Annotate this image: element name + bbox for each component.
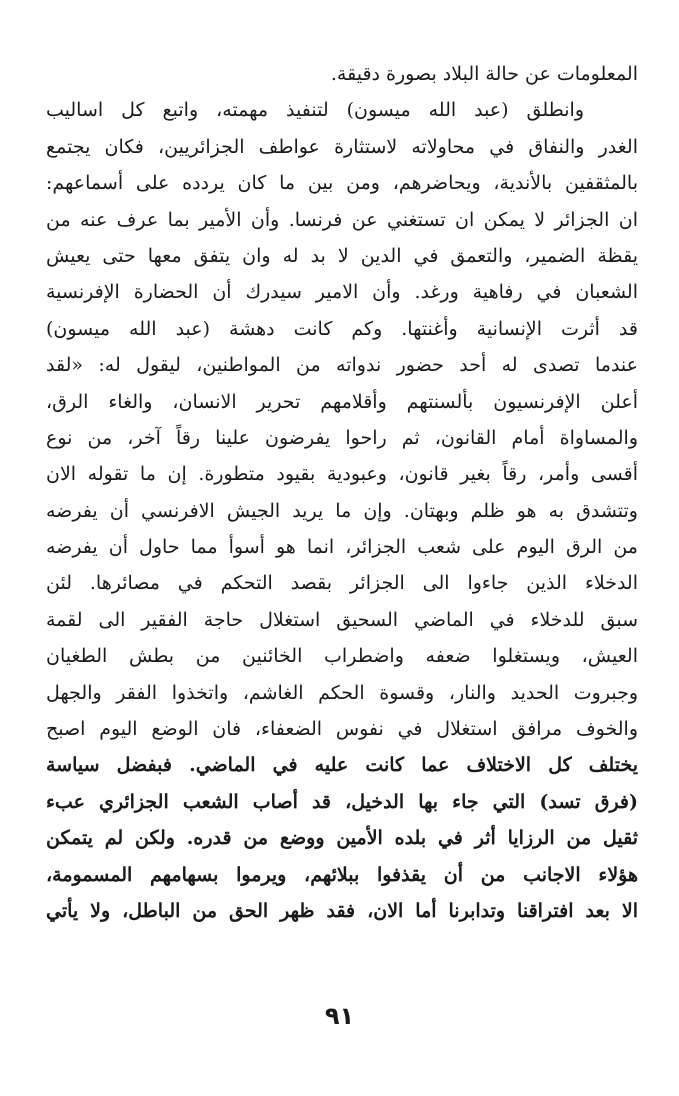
page-number: ٩١ xyxy=(324,1002,355,1030)
text-line: الدخلاء الذين جاءوا الى الجزائر بقصد التحكم في مصائرها. لئن xyxy=(46,572,638,595)
text-line: وجبروت الحديد والنار، وقسوة الحكم الغاشم، واتخذوا الفقر والجهل xyxy=(46,681,638,704)
text-line: وتتشدق به هو ظلم وبهتان. وإن ما يريد الجيش الافرنسي أن يفرضه xyxy=(46,499,638,522)
text-line: العيش، ويستغلوا ضعفه واضطراب الخائنين من بطش الطغيان xyxy=(46,645,638,668)
text-line: وانطلق (عبد الله ميسون) لتنفيذ مهمته، واتبع كل اساليب xyxy=(46,99,584,122)
text-line: الا بعد افتراقنا وتدابرنا أما الان، فقد ظهر الحق من الباطل، ولا يأتي xyxy=(46,899,638,922)
text-line: الشعبان في رفاهية ورغد. وأن الامير سيدرك أن الحضارة الإفرنسية xyxy=(46,281,638,304)
text-line: من الرق اليوم على شعب الجزائر، انما هو أسوأ مما حاول أن يفرضه xyxy=(46,536,638,559)
text-line: الغدر والنفاق في محاولاته لاستثارة عواطف الجزائريين، فكان يجتمع xyxy=(46,135,638,158)
text-line: ان الجزائر لا يمكن ان تستغني عن فرنسا. وأن الأمير بما عرف عنه من xyxy=(46,208,638,231)
text-line: بالمثقفين بالأندية، ويحاضرهم، ومن بين ما كان يردده على أسماعهم: xyxy=(46,172,638,195)
text-line: أعلن الإفرنسيون بألسنتهم وأقلامهم تحرير الانسان، والغاء الرق، xyxy=(46,390,638,413)
text-line: عندما تصدى له أحد حضور ندواته من المواطنين، ليقول له: «لقد xyxy=(46,354,638,377)
text-line: والمساواة أمام القانون، ثم راحوا يفرضون علينا رقاً آخر، من نوع xyxy=(46,426,638,449)
text-line: سبق للدخلاء في الماضي السحيق استغلال حاجة الفقير الى لقمة xyxy=(46,608,638,631)
text-line: أقسى وأمر، رقاً بغير قانون، وعبودية بقيود متطورة. إن ما تقوله الان xyxy=(46,463,638,486)
text-line: هؤلاء الاجانب من أن يقذفوا ببلائهم، ويرموا بسهامهم المسمومة، xyxy=(46,863,638,886)
text-line: يقظة الضمير، والتعمق في الدين لا بد له وان يتفق معها حتى يعيش xyxy=(46,244,638,267)
text-line: ثقيل من الرزايا أثر في بلده الأمين ووضع من قدره. ولكن لم يتمكن xyxy=(46,827,638,850)
body-text xyxy=(46,56,638,929)
text-line: المعلومات عن حالة البلاد بصورة دقيقة. xyxy=(330,63,638,85)
text-line: قد أثرت الإنسانية وأغنتها. وكم كانت دهشة (عبد الله ميسون) xyxy=(46,317,638,340)
text-line: والخوف مرافق استغلال في نفوس الضعفاء، فان الوضع اليوم اصبح xyxy=(46,718,638,741)
text-line: يختلف كل الاختلاف عما كانت عليه في الماضي. فبفضل سياسة xyxy=(46,754,638,777)
text-line: (فرق تسد) التي جاء بها الدخيل، قد أصاب الشعب الجزائري عبء xyxy=(46,790,638,813)
